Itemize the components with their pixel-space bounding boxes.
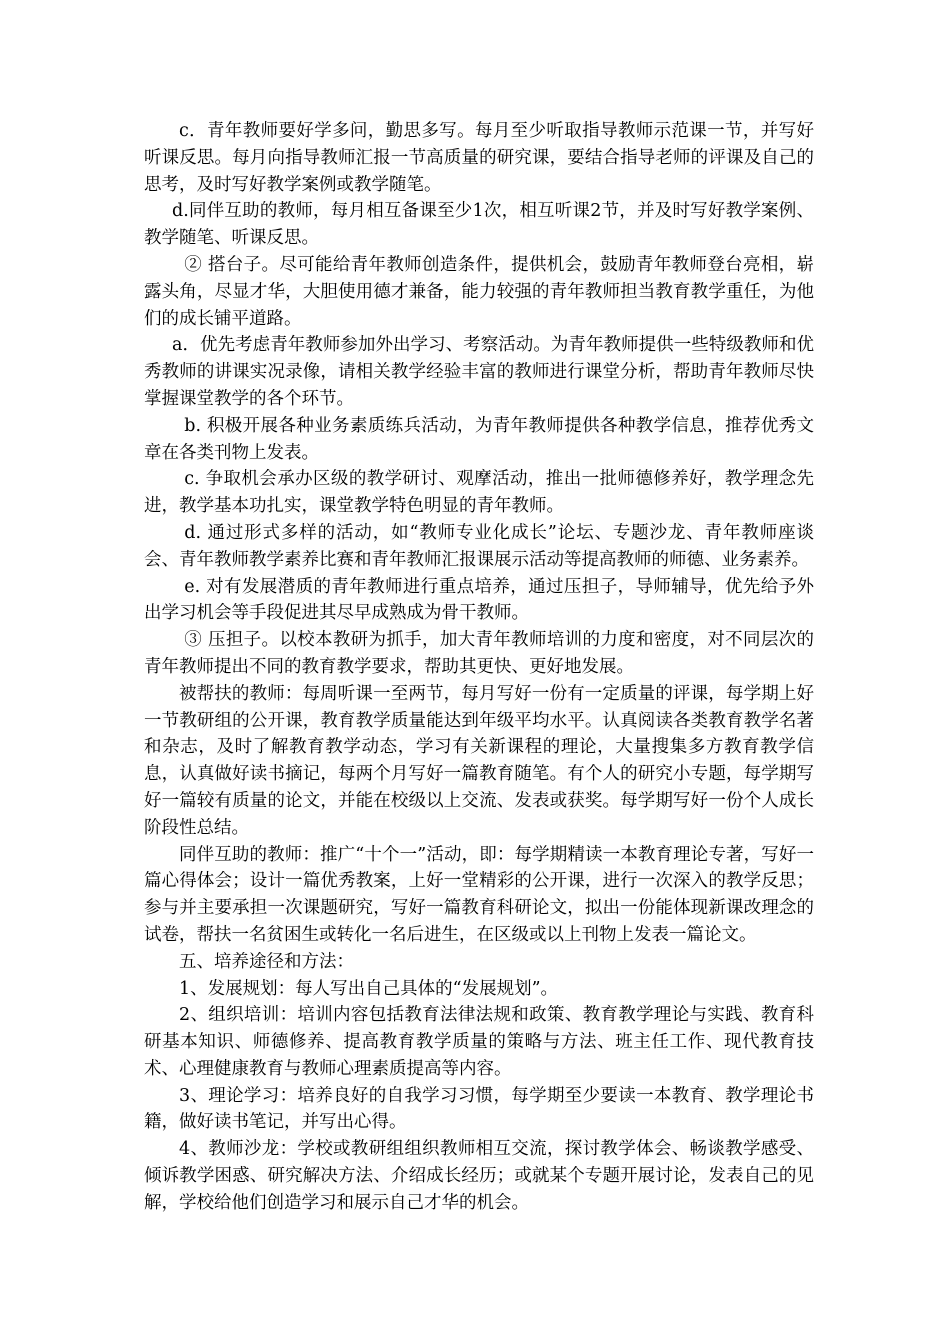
paragraph-add-responsibility: ③ 压担子。以校本教研为抓手，加大青年教师培训的力度和密度，对不同层次的青年教师提出不同的教育教学要求，帮助其更快、更好地发展。	[144, 630, 814, 677]
paragraph-build-platform: ② 搭台子。尽可能给青年教师创造条件，提供机会，鼓励青年教师登台亮相，崭露头角，尽显才华，大胆使用德才兼备，能力较强的青年教师担当教育教学重任，为他们的成长铺平道路。	[144, 254, 814, 329]
list-item-training: 2、组织培训：培训内容包括教育法律法规和政策、教育教学理论与实践、教育科研基本知识、师德修养、提高教育教学质量的策略与方法、班主任工作、现代教育技术、心理健康教育与教师心理素质提高等内容。	[144, 1005, 814, 1079]
document-page	[144, 118, 814, 1217]
paragraph-e-key-training: e. 对有发展潜质的青年教师进行重点培养，通过压担子，导师辅导，优先给予外出学习机会等手段促进其尽早成熟成为骨干教师。	[144, 576, 814, 624]
paragraph-c-young-teachers: c．青年教师要好学多问，勤思多写。每月至少听取指导教师示范课一节，并写好听课反思。每月向指导教师汇报一节高质量的研究课，要结合指导老师的评课及自己的思考，及时写好教学案例或教学随笔。	[144, 121, 814, 195]
paragraph-d-peer-support: d.同伴互助的教师，每月相互备课至少1次，相互听课2节，并及时写好教学案例、教学随笔、听课反思。	[144, 201, 814, 249]
paragraph-d-activities: d. 通过形式多样的活动，如“教师专业化成长”论坛、专题沙龙、青年教师座谈会、青年教师教学素养比赛和青年教师汇报课展示活动等提高教师的师德、业务素养。	[144, 522, 814, 570]
list-item-development-plan: 1、发展规划：每人写出自己具体的“发展规划”。	[179, 978, 559, 999]
list-item-teacher-salon: 4、教师沙龙：学校或教研组组织教师相互交流，探讨教学体会、畅谈教学感受、倾诉教学困惑、研究解决方法、介绍成长经历；或就某个专题开展讨论，发表自己的见解，学校给他们创造学习和展示自己才华的机会。	[144, 1139, 814, 1213]
list-item-theory-study: 3、理论学习：培养良好的自我学习习惯，每学期至少要读一本教育、教学理论书籍，做好读书笔记，并写出心得。	[144, 1085, 814, 1133]
paragraph-peer-teachers: 同伴互助的教师：推广“十个一”活动，即：每学期精读一本教育理论专著，写好一篇心得体会；设计一篇优秀教案，上好一堂精彩的公开课，进行一次深入的教学反思；参与并主要承担一次课题研究，写好一篇教育科研论文，拟出一份能体现新课改理念的试卷，帮扶一名贫困生或转化一名后进生，在区级或以上刊物上发表一篇论文。	[144, 844, 814, 945]
paragraph-a-study-tours: a．优先考虑青年教师参加外出学习、考察活动。为青年教师提供一些特级教师和优秀教师的讲课实况录像，请相关教学经验丰富的教师进行课堂分析，帮助青年教师尽快掌握课堂教学的各个环节。	[144, 335, 814, 409]
paragraph-b-skill-training: b. 积极开展各种业务素质练兵活动，为青年教师提供各种教学信息，推荐优秀文章在各类刊物上发表。	[144, 415, 814, 463]
section-heading-methods: 五、培养途径和方法：	[179, 951, 354, 972]
paragraph-c-host-events: c. 争取机会承办区级的教学研讨、观摩活动，推出一批师德修养好，教学理念先进，教学基本功扎实，课堂教学特色明显的青年教师。	[144, 469, 814, 517]
paragraph-assisted-teachers: 被帮扶的教师：每周听课一至两节，每月写好一份有一定质量的评课，每学期上好一节教研组的公开课，教育教学质量能达到年级平均水平。认真阅读各类教育教学名著和杂志，及时了解教育教学动态，学习有关新课程的理论，大量搜集多方教育教学信息，认真做好读书摘记，每两个月写好一篇教育随笔。有个人的研究小专题，每学期写好一篇较有质量的论文，并能在校级以上交流、发表或获奖。每学期写好一份个人成长阶段性总结。	[144, 683, 814, 838]
